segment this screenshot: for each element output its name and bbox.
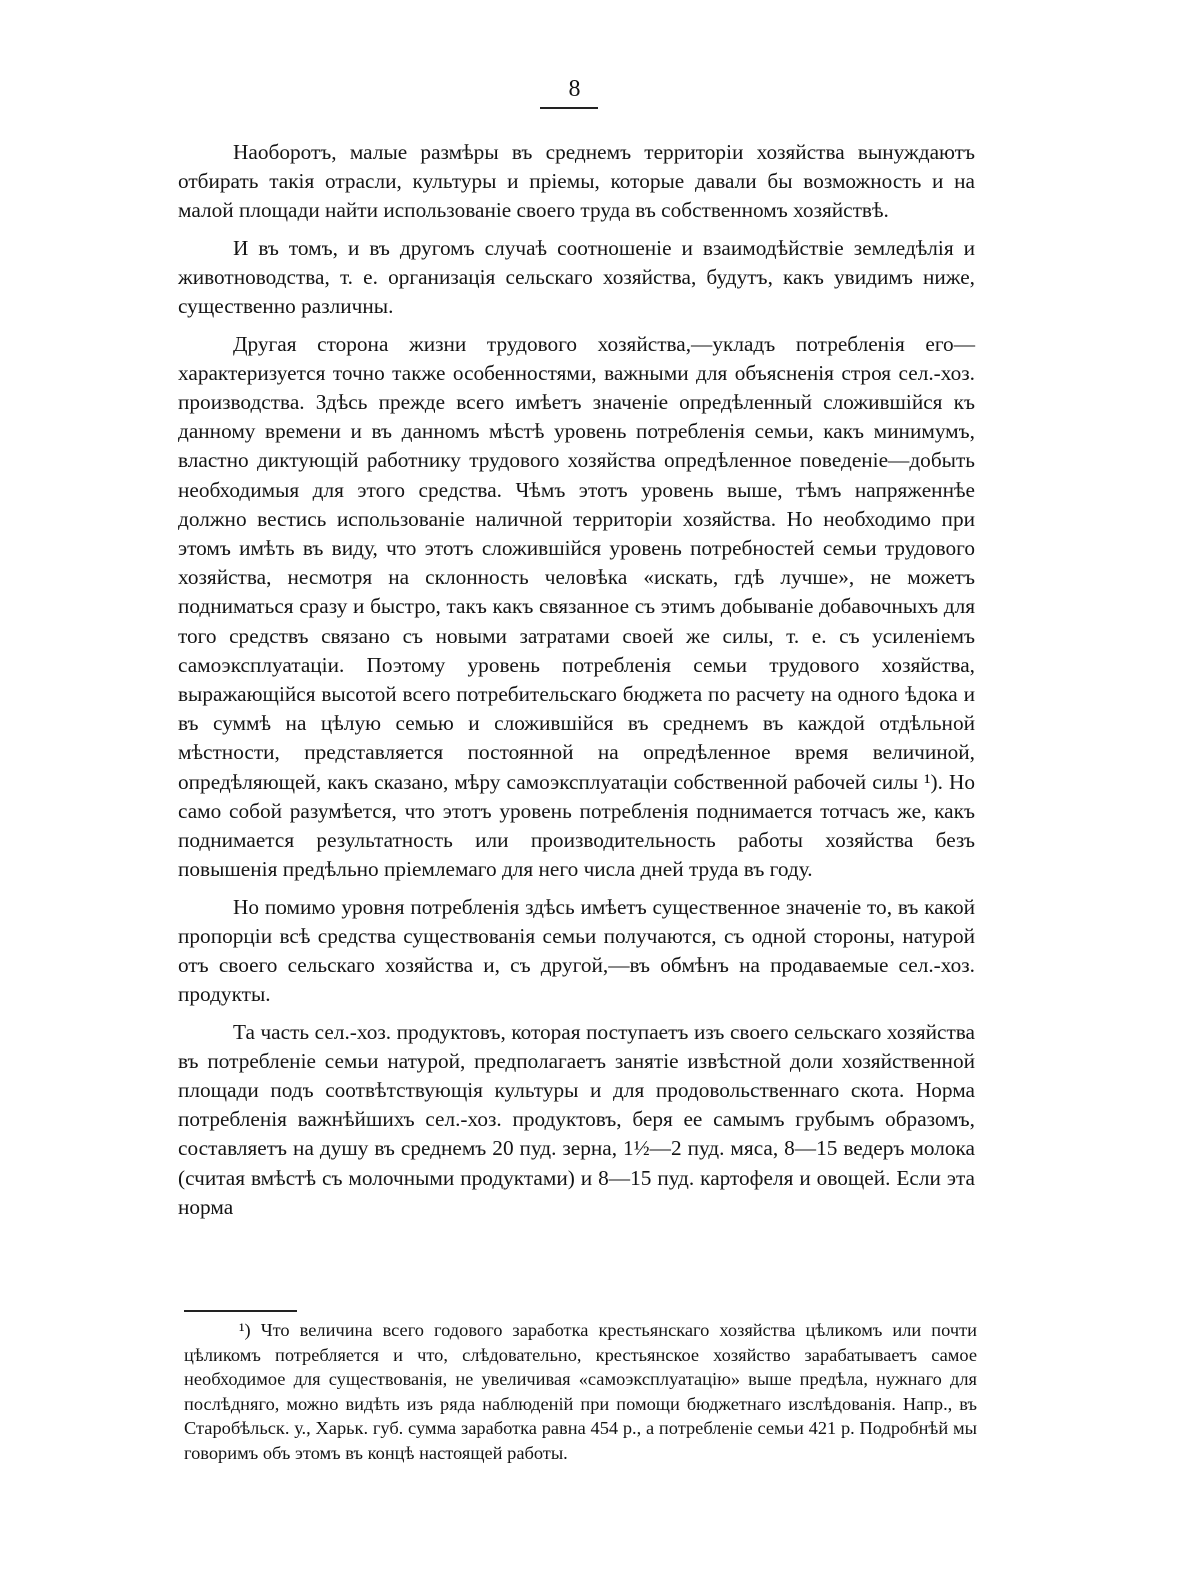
footnotes <box>184 1318 977 1466</box>
paragraph-1: Наоборотъ, малые размѣры въ среднемъ территоріи хозяйства вынуждаютъ отбирать такія отрасли, культуры и пріемы, которые давали бы возможность и на малой площади найти использованіе своего труда въ собственномъ хозяйствѣ. <box>178 140 975 223</box>
footnote-1: ¹) Что величина всего годового заработка крестьянскаго хозяйства цѣликомъ или почти цѣликомъ потребляется и что, слѣдовательно, крестьянское хозяйство зарабатываетъ самое необходимое для существованія, не увеличивая «самоэксплуатацію» выше предѣла, нужнаго для послѣдняго, можно видѣть изъ ряда наблюденій при помощи бюджетнаго изслѣдованія. Напр., въ Старобѣльск. у., Харьк. губ. сумма заработка равна 454 р., а потребленіе семьи 421 р. Подробнѣй мы говоримъ объ этомъ въ концѣ настоящей работы. <box>184 1320 977 1463</box>
paragraph-4: Но помимо уровня потребленія здѣсь имѣетъ существенное значеніе то, въ какой пропорціи всѣ средства существованія семьи получаются, съ одной стороны, натурой отъ своего сельскаго хозяйства и, съ другой,—въ обмѣнъ на продаваемые сел.-хоз. продукты. <box>178 894 975 1007</box>
paragraph-2: И въ томъ, и въ другомъ случаѣ соотношеніе и взаимодѣйствіе земледѣлія и животноводства, т. е. организація сельскаго хозяйства, будутъ, какъ увидимъ ниже, существенно различны. <box>178 235 975 319</box>
paragraph-3: Другая сторона жизни трудового хозяйства,—укладъ потребленія его—характеризуется точно также особенностями, важными для объясненія строя сел.-хоз. производства. Здѣсь прежде всего имѣетъ значеніе опредѣленный сложившійся къ данному времени и въ данномъ мѣстѣ уровень потребленія семьи, какъ минимумъ, властно диктующій работнику трудового хозяйства опредѣленное поведеніе—добыть необходимыя для этого средства. Чѣмъ этотъ уровень выше, тѣмъ напряженнѣе должно вестись использованіе наличной территоріи хозяйства. Но необходимо при этомъ имѣть въ виду, что этотъ сложившійся уровень потребностей семьи трудового хозяйства, несмотря на склонность человѣка «искать, гдѣ лучше», не можетъ подниматься сразу и быстро, такъ какъ связанное съ этимъ добываніе добавочныхъ для того средствъ связано съ новыми затратами своей же силы, т. е. съ усиленіемъ самоэксплуатаціи. Поэтому уровень потребленія семьи трудового хозяйства, выражающійся высотой всего потребительскаго бюджета по расчету на одного ѣдока и въ суммѣ на цѣлую семью и сложившійся въ среднемъ въ каждой отдѣльной мѣстности, представляется постоянной на опредѣленное время величиной, опредѣляющей, какъ сказано, мѣру самоэксплуатаціи собственной рабочей силы ¹). Но само собой разумѣется, что этотъ уровень потребленія поднимается тотчасъ же, какъ поднимается результатность или производительность работы хозяйства безъ повышенія предѣльно пріемлемаго для него числа дней труда въ году. <box>178 331 975 882</box>
page-number-underline <box>540 107 598 109</box>
paragraph-5: Та часть сел.-хоз. продуктовъ, которая поступаетъ изъ своего сельскаго хозяйства въ потребленіе семьи натурой, предполагаетъ занятіе извѣстной доли хозяйственной площади подъ соотвѣтствующія культуры и для продовольственнаго скота. Норма потребленія важнѣйшихъ сел.-хоз. продуктовъ, беря ее самымъ грубымъ образомъ, составляетъ на душу въ среднемъ 20 пуд. зерна, 1½—2 пуд. мяса, 8—15 ведеръ молока (считая вмѣстѣ съ молочными продуктами) и 8—15 пуд. картофеля и овощей. Если эта норма <box>178 1019 975 1219</box>
page-number: 8 <box>568 76 582 102</box>
footnote-separator <box>184 1310 297 1312</box>
main-text <box>178 138 975 1230</box>
